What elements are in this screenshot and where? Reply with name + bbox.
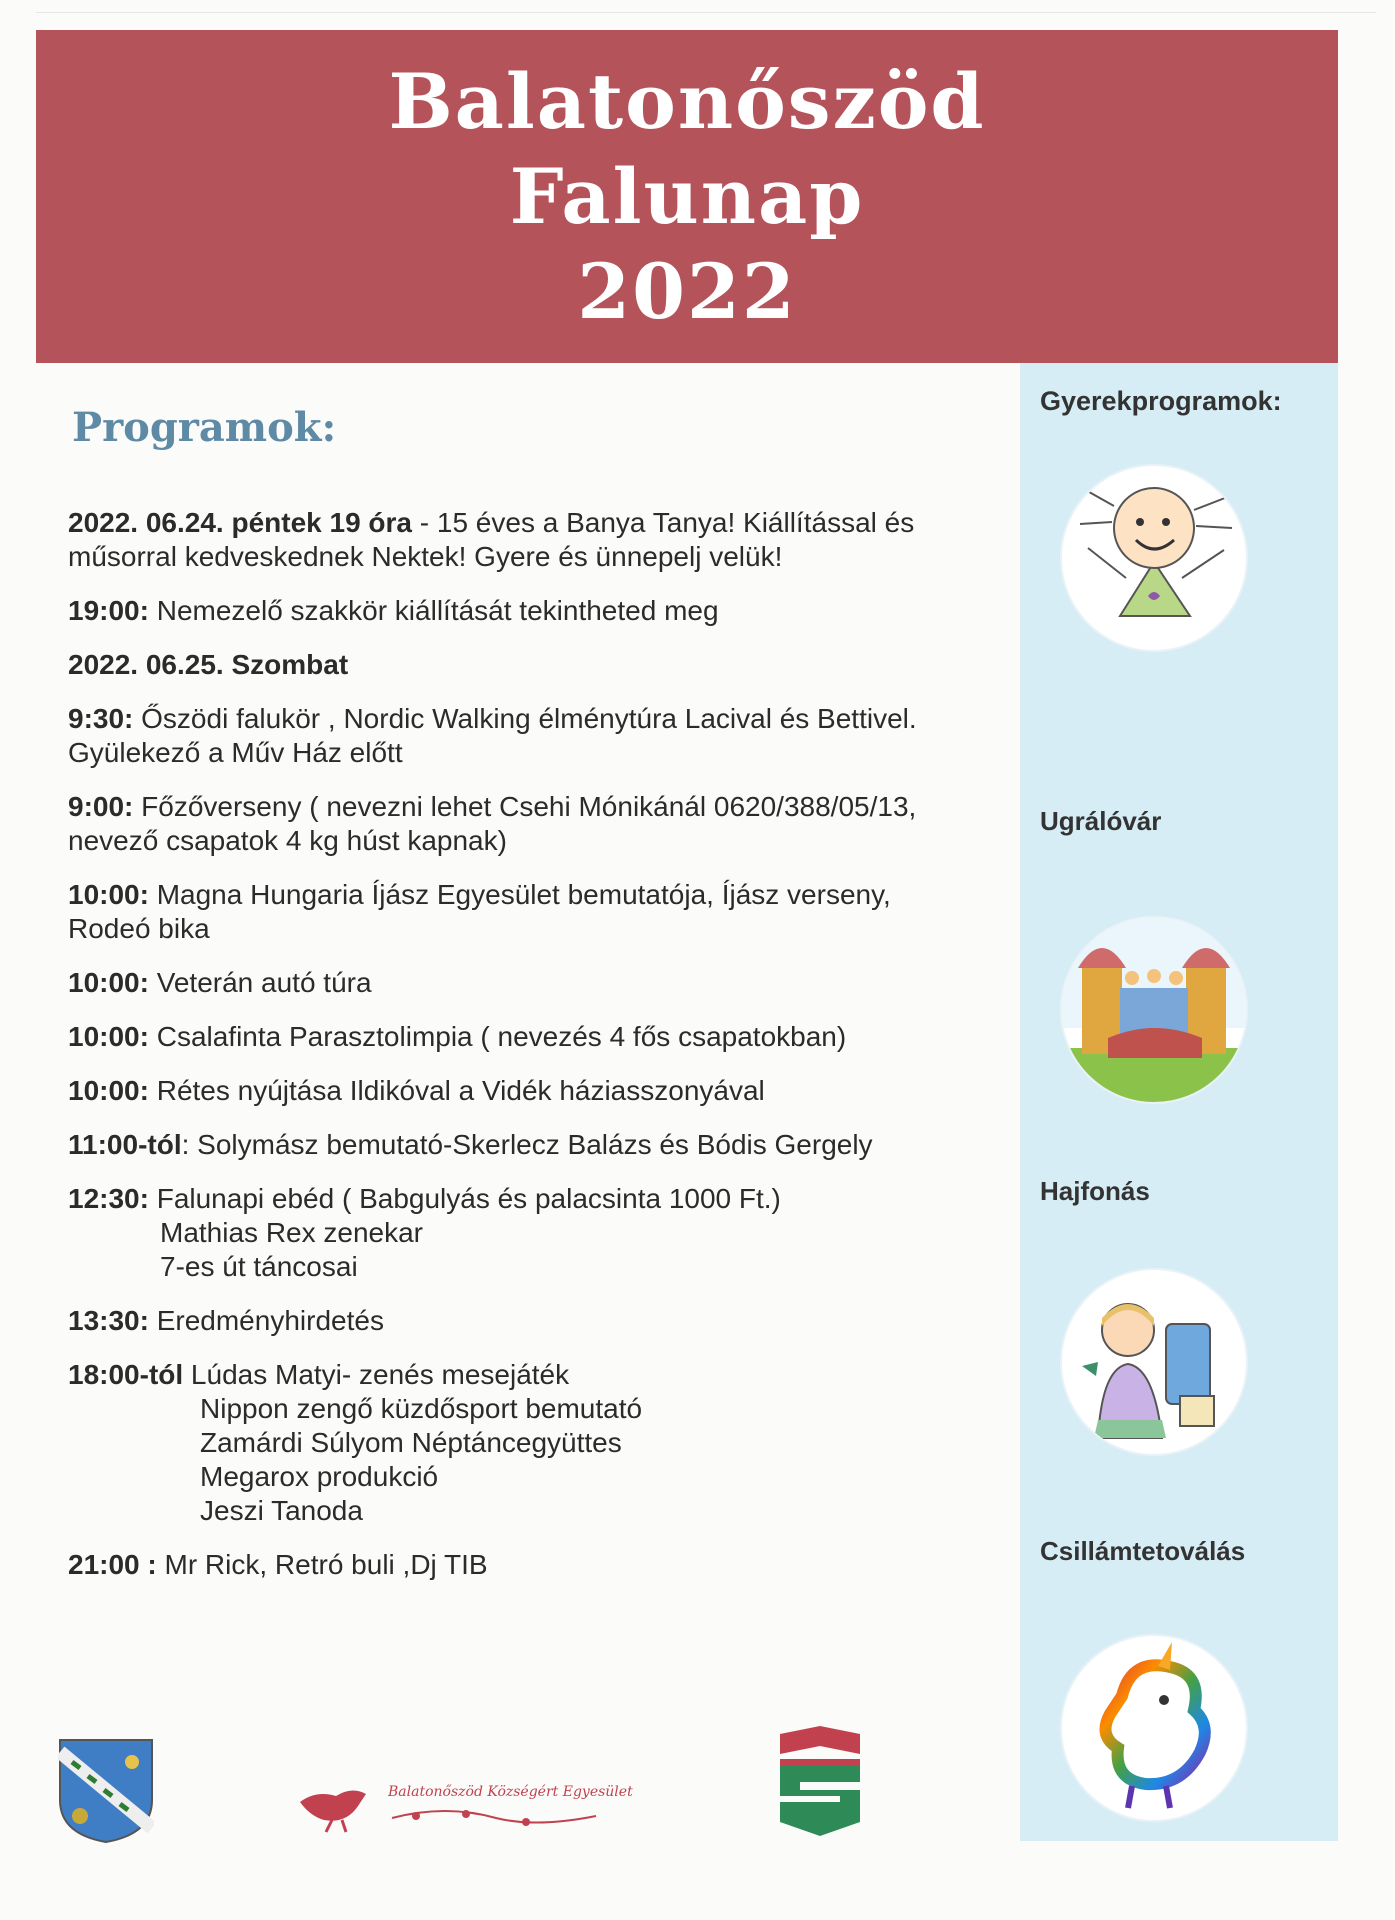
program-item	[68, 966, 998, 1000]
program-item	[68, 1074, 998, 1108]
program-text: Rétes nyújtása Ildikóval a Vidék háziasszonyával	[148, 1075, 765, 1106]
banner-title-line2: Falunap	[509, 152, 865, 241]
program-time: 10:00:	[68, 1075, 149, 1106]
kids-item-label: Hajfonás	[1040, 1176, 1150, 1206]
program-text-cont: Gyülekező a Műv Ház előtt	[68, 737, 403, 768]
program-text: Őszödi falukör , Nordic Walking élménytúra Lacival és Bettivel.	[133, 703, 917, 734]
program-text-cont: nevező csapatok 4 kg húst kapnak)	[68, 825, 507, 856]
program-item	[68, 1358, 998, 1528]
program-item	[68, 878, 998, 946]
banner-title-line1: Balatonőszöd	[388, 57, 986, 146]
title-banner	[36, 30, 1338, 363]
program-item	[68, 506, 998, 574]
program-time: 2022. 06.24. péntek 19 óra	[68, 507, 412, 538]
unicorn-tattoo-image	[1062, 1636, 1246, 1820]
association-logo-text: Balatonőszöd Községért Egyesület	[388, 1784, 633, 1800]
program-item	[68, 594, 998, 628]
program-text: Főzőverseny ( nevezni lehet Csehi Mónikánál 0620/388/05/13,	[133, 791, 917, 822]
bouncy-castle-image	[1062, 918, 1246, 1102]
program-time: 11:00-tól	[68, 1129, 182, 1160]
program-subitem: Nippon zengő küzdősport bemutató	[200, 1393, 643, 1424]
program-time: 10:00:	[68, 1021, 149, 1052]
program-subitem: Jeszi Tanoda	[200, 1495, 363, 1526]
child-drawing-image	[1062, 466, 1246, 650]
program-subitem: 7-es út táncosai	[160, 1251, 358, 1282]
program-item	[68, 702, 998, 770]
program-item	[68, 1548, 998, 1582]
program-text: Falunapi ebéd ( Babgulyás és palacsinta 1000 Ft.)	[148, 1183, 781, 1214]
program-item	[68, 1020, 998, 1054]
program-time: 9:30:	[68, 703, 134, 734]
program-text: Veterán autó túra	[148, 967, 372, 998]
kids-programs-title: Gyerekprogramok:	[1040, 386, 1282, 416]
program-text-cont: Rodeó bika	[68, 913, 210, 944]
program-text: Mr Rick, Retró buli ,Dj TIB	[156, 1549, 488, 1580]
program-item	[68, 790, 998, 858]
program-time: 10:00:	[68, 879, 149, 910]
program-subitem: Zamárdi Súlyom Néptáncegyüttes	[200, 1427, 622, 1458]
program-subitem: Mathias Rex zenekar	[160, 1217, 424, 1248]
programs-heading: Programok:	[72, 404, 337, 451]
program-item	[68, 648, 998, 682]
program-text: Lúdas Matyi- zenés mesejáték	[183, 1359, 570, 1390]
kids-item-label: Csillámtetoválás	[1040, 1536, 1246, 1566]
program-time: 12:30:	[68, 1183, 149, 1214]
program-item	[68, 1304, 998, 1338]
program-text: Csalafinta Parasztolimpia ( nevezés 4 fős csapatokban)	[148, 1021, 847, 1052]
kids-item-label: Ugrálóvár	[1040, 806, 1162, 836]
program-item	[68, 1182, 998, 1284]
banner-title-line3: 2022	[577, 247, 797, 336]
program-time: 18:00-tól	[68, 1359, 184, 1390]
program-text: Magna Hungaria Íjász Egyesület bemutatója, Íjász verseny,	[148, 879, 891, 910]
coat-of-arms-logo	[58, 1738, 154, 1844]
program-time: 21:00 :	[68, 1549, 157, 1580]
top-rule	[36, 12, 1376, 13]
green-red-emblem-logo	[774, 1726, 866, 1838]
programs-list	[68, 506, 998, 1602]
program-subitem: Megarox produkció	[200, 1461, 439, 1492]
program-text-cont: műsorral kedveskednek Nektek! Gyere és ünnepelj velük!	[68, 541, 783, 572]
association-logo	[296, 1766, 636, 1836]
hair-braiding-image	[1062, 1270, 1246, 1454]
program-item	[68, 1128, 998, 1162]
program-text: - 15 éves a Banya Tanya! Kiállítással és	[412, 507, 915, 538]
program-time: 13:30:	[68, 1305, 149, 1336]
program-text: Eredményhirdetés	[148, 1305, 384, 1336]
program-text: : Solymász bemutató-Skerlecz Balázs és Bódis Gergely	[181, 1129, 873, 1160]
program-date: 2022. 06.25. Szombat	[68, 649, 349, 680]
program-text: Nemezelő szakkör kiállítását tekintheted meg	[148, 595, 719, 626]
program-time: 9:00:	[68, 791, 134, 822]
program-time: 10:00:	[68, 967, 149, 998]
program-time: 19:00:	[68, 595, 149, 626]
